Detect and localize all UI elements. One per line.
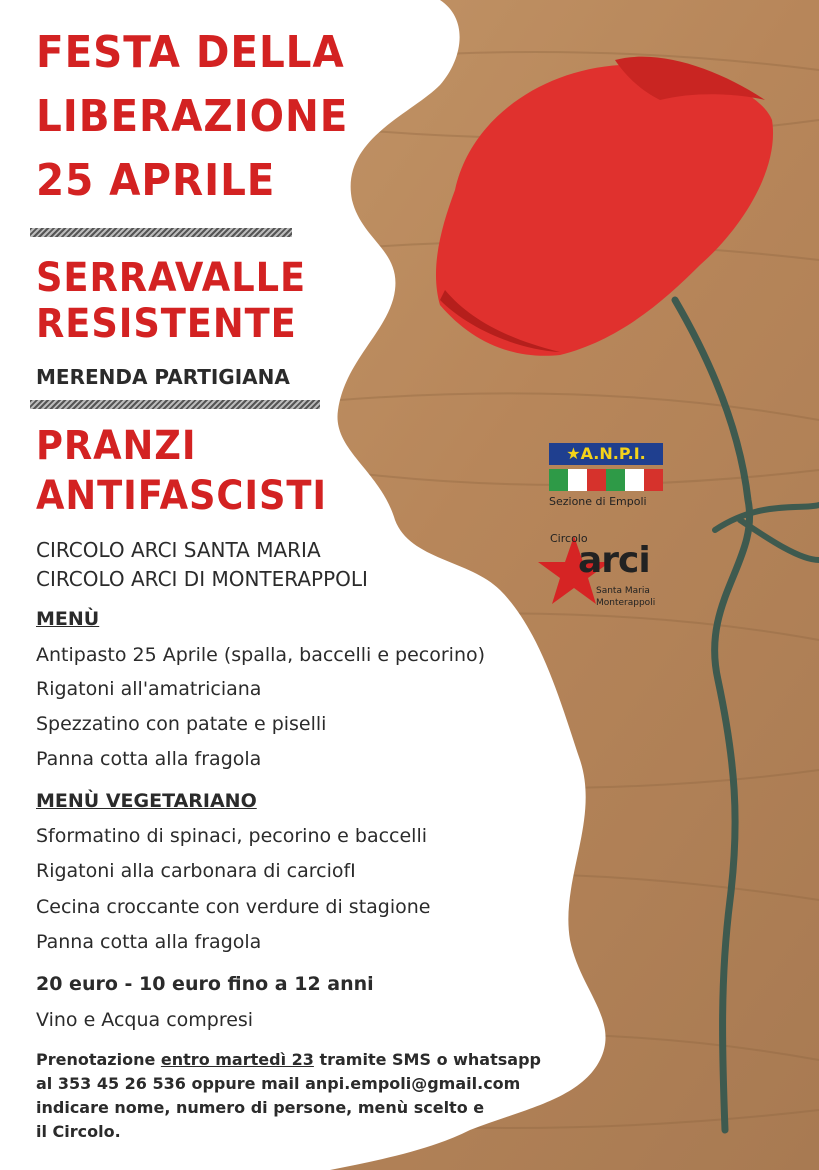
booking-text: tramite SMS o whatsapp	[313, 1050, 541, 1069]
price-text: 20 euro - 10 euro fino a 12 anni	[36, 973, 374, 995]
venue-2: CIRCOLO ARCI DI MONTERAPPOLI	[36, 567, 368, 591]
menu-veg-item: Panna cotta alla fragola	[36, 931, 262, 953]
anpi-logo	[549, 443, 663, 508]
menu-item: Antipasto 25 Aprile (spalla, baccelli e pecorino)	[36, 644, 486, 666]
booking-line-3: indicare nome, numero di persone, menù scelto e	[36, 1098, 485, 1117]
italian-flag-icon	[549, 469, 663, 491]
booking-text: al	[36, 1074, 58, 1093]
divider-rule	[30, 228, 292, 237]
title-line-3: 25 APRILE	[36, 155, 276, 206]
arci-logo-caption-1: Santa Maria	[596, 586, 650, 596]
section1-title-line-2: RESISTENTE	[36, 301, 297, 347]
booking-line-1	[36, 1050, 541, 1069]
section2-title-line-1: PRANZI	[36, 423, 197, 469]
menu-item: Panna cotta alla fragola	[36, 748, 262, 770]
section2-title-line-2: ANTIFASCISTI	[36, 473, 328, 519]
menu-heading: MENÙ	[36, 608, 100, 630]
arci-logo-name: arci	[578, 540, 650, 581]
menu-veg-item: Cecina croccante con verdure di stagione	[36, 896, 431, 918]
title-line-1: FESTA DELLA	[36, 27, 345, 78]
arci-logo-top: Circolo	[550, 532, 588, 545]
title-line-2: LIBERAZIONE	[36, 91, 349, 142]
booking-text: Prenotazione	[36, 1050, 161, 1069]
section1-subtitle: MERENDA PARTIGIANA	[36, 365, 290, 389]
divider-rule	[30, 400, 320, 409]
menu-item: Spezzatino con patate e piselli	[36, 713, 327, 735]
section1-title-line-1: SERRAVALLE	[36, 255, 307, 301]
booking-email: oppure mail anpi.empoli@gmail.com	[185, 1074, 521, 1093]
drinks-text: Vino e Acqua compresi	[36, 1009, 254, 1031]
menu-veg-item: Sformatino di spinaci, pecorino e baccelli	[36, 825, 428, 847]
booking-line-4: il Circolo.	[36, 1122, 121, 1141]
booking-phone: 353 45 26 536	[57, 1074, 186, 1093]
arci-logo	[536, 532, 666, 616]
anpi-logo-name: ★A.N.P.I.	[549, 443, 663, 465]
menu-veg-item: Rigatoni alla carbonara di carciofI	[36, 860, 356, 882]
menu-item: Rigatoni all'amatriciana	[36, 678, 262, 700]
anpi-logo-caption: Sezione di Empoli	[549, 495, 647, 508]
booking-deadline: entro martedì 23	[160, 1050, 314, 1069]
arci-logo-caption-2: Monterappoli	[596, 598, 656, 608]
menu-veg-heading: MENÙ VEGETARIANO	[36, 790, 257, 812]
booking-line-2	[36, 1074, 520, 1093]
venue-1: CIRCOLO ARCI SANTA MARIA	[36, 538, 321, 562]
